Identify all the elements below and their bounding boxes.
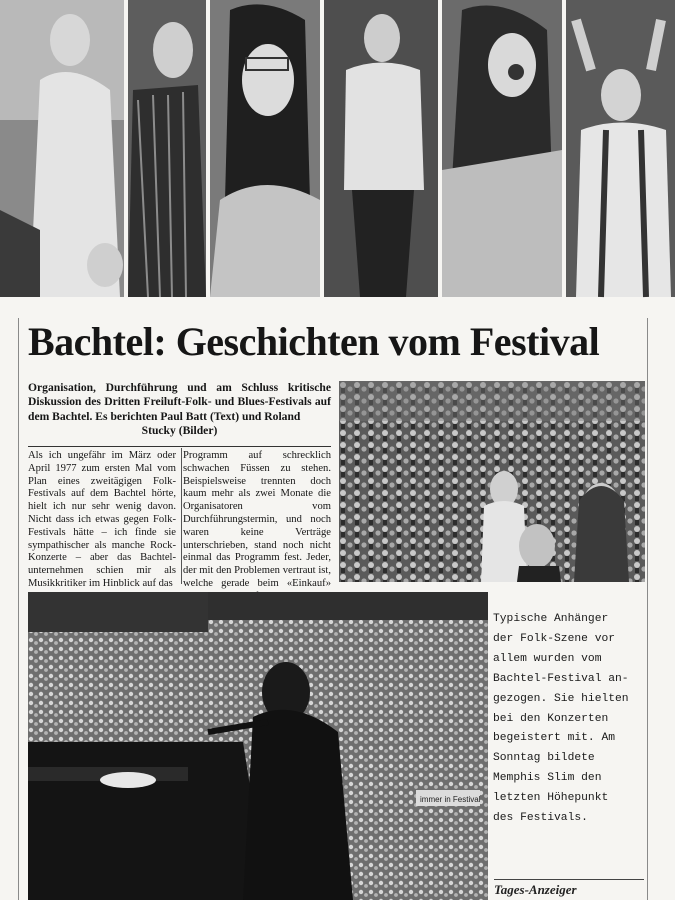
- festival-photo-1: [0, 0, 124, 297]
- body-column-divider: [181, 448, 182, 584]
- body-column-2: Programm auf schrecklich schwachen Füssen zu stehen. Beispielsweise trennten doch kaum mehr als zwei Monate die Organisatoren vom Durchführungstermin, und noch waren keine Verträge unterschrieben, stand noch nicht einmal das Programm fest. Jeder, der mit den Problemen vertraut ist, welche gerade beim «Einkauf»: [183, 450, 331, 589]
- banner-text: immer in Festival: [420, 795, 481, 804]
- concert-photo: [28, 592, 488, 900]
- left-column-rule: [18, 318, 19, 900]
- caption-line: letzten Höhepunkt: [493, 792, 609, 805]
- festival-photo-3: [210, 0, 320, 297]
- article-lead: [28, 381, 331, 438]
- article-headline: Bachtel: Geschichten vom Festival: [28, 319, 600, 364]
- caption-line: Memphis Slim den: [493, 772, 602, 785]
- caption-line: Bachtel-Festival an-: [493, 672, 629, 685]
- caption-line: der Folk-Szene vor: [493, 632, 616, 645]
- body-column-1: Als ich ungefähr im März oder April 1977 zum ersten Mal vom Plan eines zweitägigen Folk-Festivals auf dem Bachtel hörte, hielt ich nur sehr wenig davon. Nicht dass ich etwas gegen Folk-Festivals hätte – ich finde sie sympathischer als manche Rock-Konzerte – aber das Bachtel-unternehmen schien mir als Musikkritiker im Hinblick auf das: [28, 450, 176, 589]
- logo-rule: [494, 879, 644, 880]
- lead-credit: Stucky (Bilder): [141, 423, 218, 437]
- festival-photo-4: [324, 0, 438, 297]
- caption-line: des Festivals.: [493, 812, 588, 825]
- lead-divider: [28, 446, 331, 447]
- newspaper-logo: Tages-Anzeiger: [494, 882, 577, 897]
- photo-caption: [493, 610, 645, 829]
- lead-text: Organisation, Durchführung und am Schluss kritische Diskussion des Dritten Freiluft-Folk- und Blues-Festivals auf dem Bachtel. Es berichten Paul Batt (Text) und Roland: [28, 381, 331, 423]
- caption-line: Typische Anhänger: [493, 613, 609, 625]
- festival-photo-2: [128, 0, 206, 297]
- right-column-rule: [647, 318, 648, 900]
- festival-photo-5: [442, 0, 562, 297]
- caption-line: bei den Konzerten: [493, 712, 609, 725]
- caption-line: gezogen. Sie hielten: [493, 692, 629, 705]
- caption-line: Sonntag bildete: [493, 752, 595, 765]
- caption-line: allem wurden vom: [493, 652, 602, 665]
- festival-photo-6: [566, 0, 675, 297]
- crowd-photo: [339, 381, 645, 582]
- caption-line: begeistert mit. Am: [493, 732, 616, 745]
